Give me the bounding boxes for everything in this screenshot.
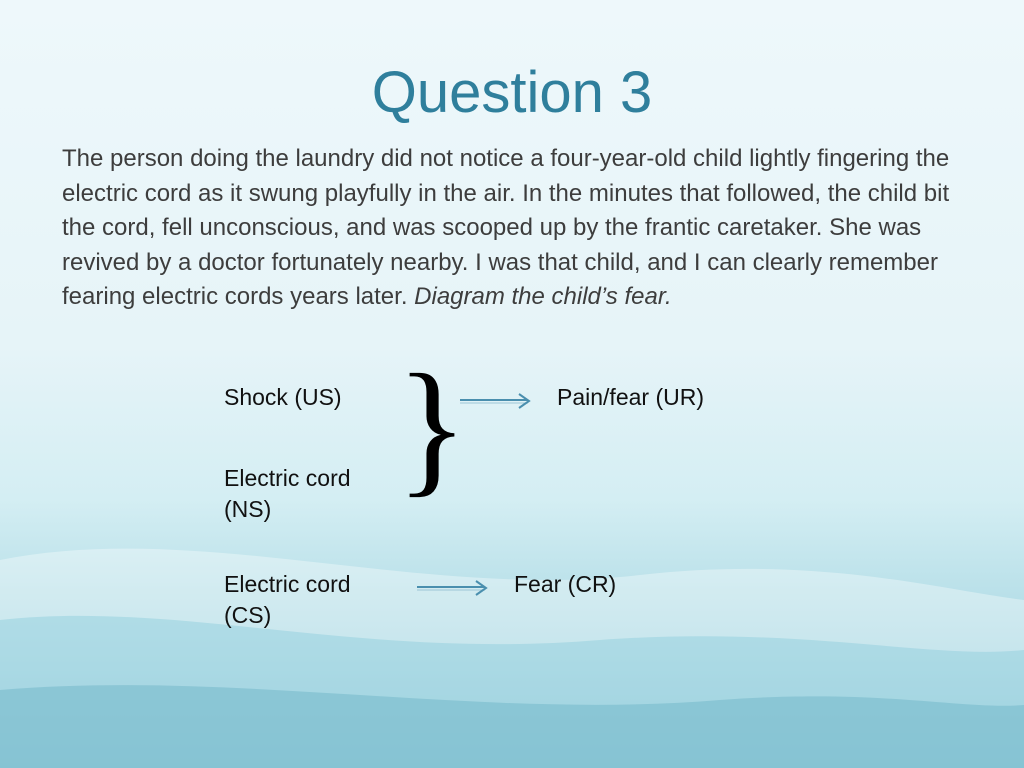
ns-label-line2: (NS) — [224, 496, 272, 522]
cs-label-line2: (CS) — [224, 602, 272, 628]
cr-label: Fear (CR) — [514, 571, 617, 597]
us-to-ur-arrow — [458, 391, 534, 411]
ns-label — [224, 463, 351, 525]
cs-label — [224, 569, 351, 631]
cs-label-line1: Electric cord — [224, 571, 351, 597]
ns-label-line1: Electric cord — [224, 465, 351, 491]
question-text: The person doing the laundry did not notice a four-year-old child lightly fingering the electric cord as it swung playfully in the air. In the minutes that followed, the child bit the cord, fell unconscious, and was scooped up by the frantic caretaker. She was revived by a doctor fortunately nearby. I was that child, and I can clearly remember fearing electric cords years later. — [62, 145, 950, 310]
us-label: Shock (US) — [224, 384, 342, 410]
grouping-brace: } — [396, 344, 468, 510]
ur-label: Pain/fear (UR) — [557, 384, 704, 410]
question-paragraph — [62, 142, 962, 315]
slide-title: Question 3 — [371, 60, 653, 125]
question-prompt: Diagram the child’s fear. — [414, 283, 672, 310]
cs-to-cr-arrow — [415, 578, 491, 598]
